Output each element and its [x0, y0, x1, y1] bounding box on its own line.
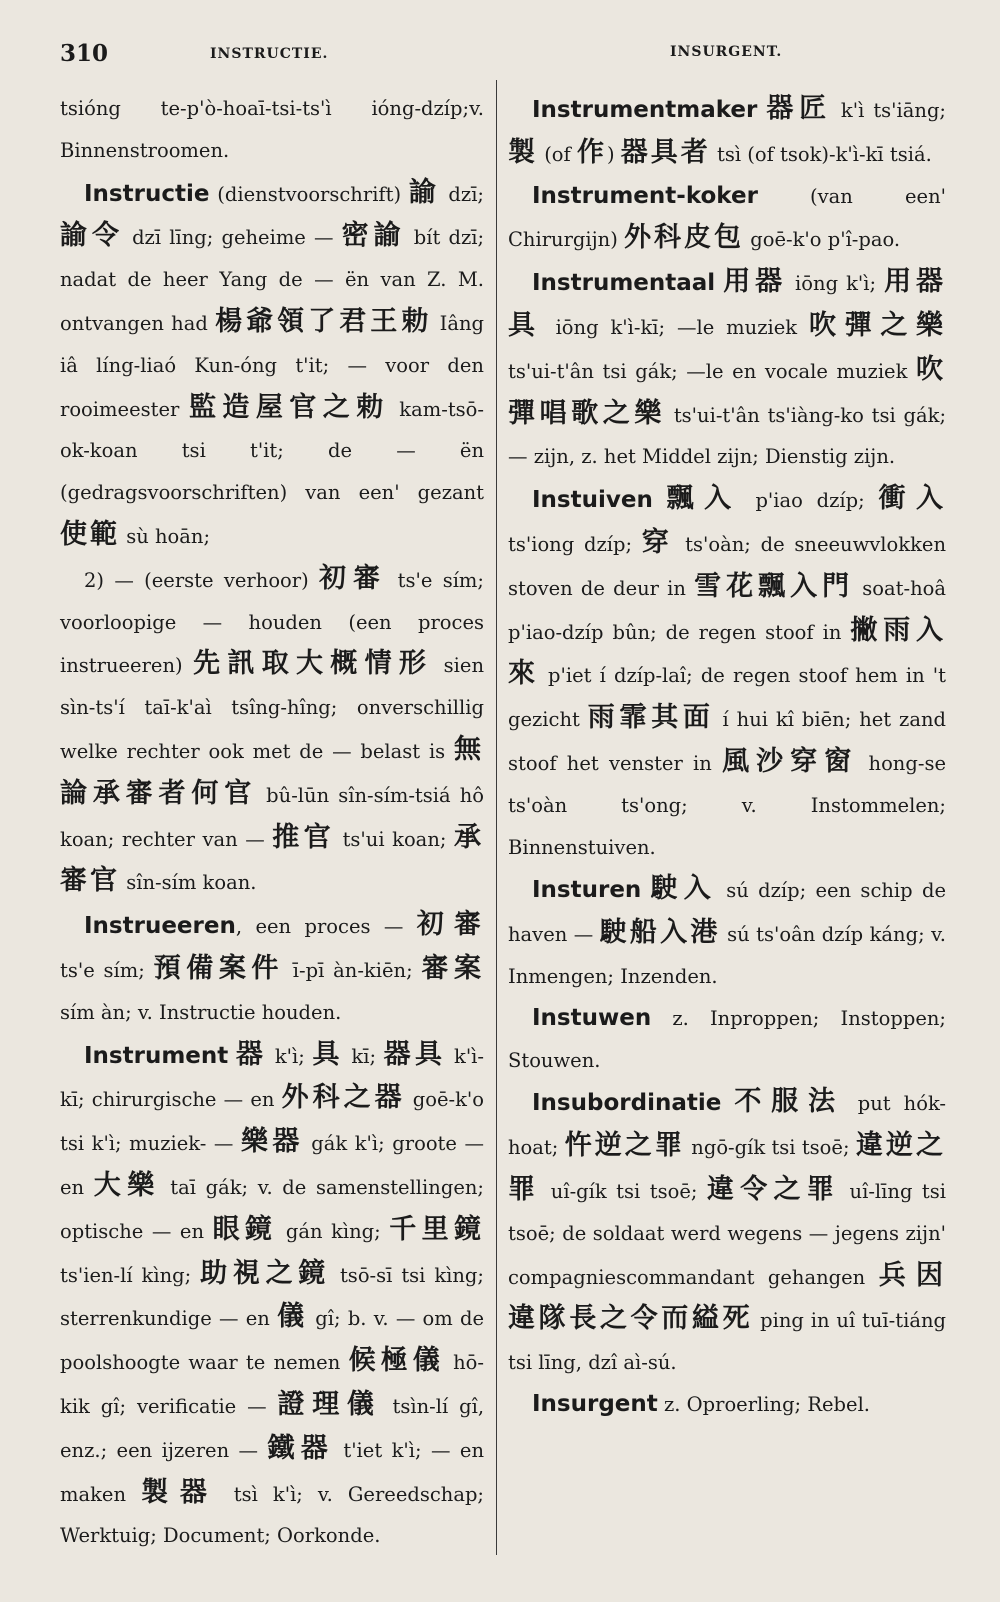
headword: Insurgent — [532, 1390, 658, 1417]
chinese-characters: 無論承審者何官 — [60, 733, 484, 809]
chinese-characters: 初審 — [416, 909, 484, 941]
chinese-characters: 兵因違隊長之令而縊死 — [508, 1259, 946, 1335]
dictionary-entry: Instuiven 飄入 p'iao dzíp; 衝入 ts'iong dzíp; 穿 ts'oàn; de sneeuwvlokken stoven de deur in 雪花飄入門 soat-hoâ p'iao-dzíp bûn; de regen stoof in 撇雨入來 p'iet í dzíp-laî; de regen stoof hem in 't gezicht 雨霏其面 í hui kî biēn; het zand stoof het venster in 風沙穿窗 hong-se ts'oàn ts'ong; v. Instommelen; Binnenstuiven. — [508, 483, 947, 859]
chinese-characters: 具 — [312, 1038, 344, 1070]
headword: Instuwen — [532, 1004, 652, 1031]
dictionary-entry: Instrumentaal 用器 iōng k'ì; 用器具 iōng k'ì-kī; —le muziek 吹彈之樂 ts'ui-t'ân tsi gák; —le en vocale muziek 吹彈唱歌之樂 ts'ui-t'ân ts'iàng-ko tsi gák; — zijn, z. het Middel zijn; Dienstig zijn. — [508, 266, 947, 469]
chinese-characters: 承審官 — [60, 821, 484, 897]
chinese-characters: 雨霏其面 — [587, 702, 715, 734]
dictionary-entry: Instrumentmaker 器匠 k'ì ts'iāng; 製 (of 作) 器具者 tsì (of tsok)-k'ì-kī tsiá. — [508, 93, 946, 168]
chinese-characters: 用器 — [723, 266, 787, 298]
chinese-characters: 千里鏡 — [389, 1213, 485, 1245]
headword: Instuiven — [532, 487, 653, 514]
chinese-characters: 忤逆之罪 — [564, 1130, 685, 1162]
headword: Instrumentmaker — [532, 97, 758, 123]
chinese-characters: 先訊取大概情形 — [193, 648, 434, 680]
chinese-characters: 駛船入港 — [599, 917, 721, 949]
chinese-characters: 穿 — [641, 526, 676, 558]
chinese-characters: 吹彈之樂 — [808, 309, 947, 341]
chinese-characters: 監造屋官之勅 — [188, 391, 390, 423]
headword: Instrumentaal — [532, 270, 716, 297]
chinese-characters: 使範 — [60, 518, 120, 550]
chinese-characters: 風沙穿窗 — [722, 745, 859, 777]
chinese-characters: 不服法 — [734, 1086, 845, 1118]
dictionary-entry: Insturen 駛入 sú dzíp; een schip de haven — 駛船入港 sú ts'oân dzíp káng; v. Inmengen; Inzenden. — [508, 873, 947, 988]
left-running-head: INSTRUCTIE. — [210, 46, 329, 62]
dictionary-entry: Instrument 器 k'ì; 具 kī; 器具 k'ì-kī; chirurgische — en 外科之器 goē-k'o tsi k'ì; muziek- — 樂器 gák k'ì; groote — en 大樂 taī gák; v. de samenstellingen; optische — en 眼鏡 gán kìng; 千里鏡 ts'ien-lí kìng; 助視之鏡 tsō-sī tsi kìng; sterrenkundige — en 儀 gî; b. v. — om de poolshoogte waar te nemen 候極儀 hō-kik gî; verificatie — 證理儀 tsìn-lí gî, enz.; een ijzeren — 鐵器 t'iet k'ì; — en maken 製器 tsì k'ì; v. Gereedschap; Werktuig; Document; Oorkonde. — [60, 1038, 485, 1548]
headword: Instructie — [84, 180, 210, 207]
page-number: 310 — [60, 40, 109, 67]
headword: Instrument — [84, 1042, 229, 1069]
right-column — [508, 88, 946, 1572]
chinese-characters: 器 — [235, 1038, 268, 1070]
chinese-characters: 密諭 — [341, 220, 406, 252]
chinese-characters: 候極儀 — [348, 1345, 445, 1377]
dictionary-entry: Instrument-koker (van een' Chirurgijn) 外科皮包 goē-k'o p'î-pao. — [508, 182, 946, 254]
two-column-body — [60, 88, 946, 1572]
chinese-characters: 衝入 — [878, 483, 947, 515]
chinese-characters: 製器 — [141, 1476, 219, 1508]
chinese-characters: 雪花飄入門 — [694, 570, 855, 602]
chinese-characters: 器具者 — [620, 136, 711, 168]
chinese-characters: 大樂 — [93, 1169, 161, 1201]
chinese-characters: 推官 — [272, 821, 336, 853]
chinese-characters: 駛入 — [650, 873, 717, 905]
chinese-characters: 飄入 — [666, 483, 742, 515]
headword: Instrueeren — [84, 913, 236, 940]
dictionary-entry: Instuwen z. Inproppen; Instoppen; Stouwen. — [508, 1004, 946, 1072]
chinese-characters: 諭令 — [60, 220, 124, 252]
left-column — [60, 88, 484, 1572]
chinese-characters: 諭 — [408, 176, 441, 208]
chinese-characters: 鐵器 — [267, 1432, 334, 1464]
chinese-characters: 撇雨入來 — [508, 614, 946, 690]
chinese-characters: 製 — [508, 136, 538, 168]
dictionary-entry: Instructie (dienstvoorschrift) 諭 dzī; 諭令 dzī līng; geheime — 密諭 bít dzī; nadat de heer Yang de — ën van Z. M. ontvangen had 楊爺領了君王勅 Iâng iâ líng-liaó Kun-óng t'it; — voor den rooimeester 監造屋官之勅 kam-tsō-ok-koan tsi t'it; de — ën (gedragsvoorschriften) van een' gezant 使範 sù hoān; — [60, 176, 485, 550]
chinese-characters: 器具 — [383, 1038, 447, 1070]
right-running-head: INSURGENT. — [670, 44, 783, 60]
chinese-characters: 外科之器 — [281, 1082, 406, 1114]
dictionary-entry: Insurgent z. Oproerling; Rebel. — [532, 1390, 871, 1417]
chinese-characters: 楊爺領了君王勅 — [215, 305, 433, 337]
chinese-characters: 證理儀 — [277, 1388, 382, 1420]
chinese-characters: 初審 — [319, 562, 388, 594]
dictionary-entry: Instrueeren, een proces — 初審 ts'e sím; 預備案件 ī-pī àn-kiēn; 審案 sím àn; v. Instructie houden. — [60, 909, 485, 1024]
dictionary-entry: 2) — (eerste verhoor) 初審 ts'e sím; voorloopige — houden (een proces instrueeren) 先訊取大概情形 sien sìn-ts'í taī-k'aì tsîng-hîng; onverschillig welke rechter ook met de — belast is 無論承審者何官 bû-lūn sîn-sím-tsiá hô koan; rechter van — 推官 ts'ui koan; 承審官 sîn-sím koan. — [60, 562, 485, 897]
column-divider — [496, 80, 497, 1555]
chinese-characters: 違令之罪 — [706, 1173, 841, 1205]
chinese-characters: 吹彈唱歌之樂 — [508, 353, 946, 429]
chinese-characters: 用器具 — [508, 266, 947, 341]
chinese-characters: 外科皮包 — [624, 222, 745, 254]
headword: Insturen — [532, 877, 642, 904]
chinese-characters: 眼鏡 — [212, 1213, 278, 1245]
chinese-characters: 助視之鏡 — [200, 1257, 332, 1289]
chinese-characters: 預備案件 — [153, 952, 285, 984]
dictionary-entry: tsióng te-p'ò-hoaī-tsi-ts'ì ióng-dzíp;v. Binnenstroomen. — [60, 97, 484, 162]
headword: Insubordinatie — [532, 1090, 722, 1117]
chinese-characters: 違逆之罪 — [508, 1130, 947, 1205]
page-header — [60, 38, 946, 90]
headword: Instrument-koker — [532, 182, 758, 209]
chinese-characters: 作 — [576, 136, 607, 168]
chinese-characters: 樂器 — [240, 1126, 304, 1158]
chinese-characters: 審案 — [421, 952, 485, 984]
dictionary-entry: Insubordinatie 不服法 put hók-hoat; 忤逆之罪 ngō-gík tsi tsoē; 違逆之罪 uî-gík tsi tsoē; 違令之罪 uî-līng tsi tsoē; de soldaat werd wegens — jegens zijn' compagniescommandant gehangen 兵因違隊長之令而縊死 ping in uî tuī-tiáng tsi līng, dzî aì-sú. — [508, 1086, 947, 1375]
chinese-characters: 儀 — [277, 1301, 309, 1333]
chinese-characters: 器匠 — [766, 93, 832, 124]
